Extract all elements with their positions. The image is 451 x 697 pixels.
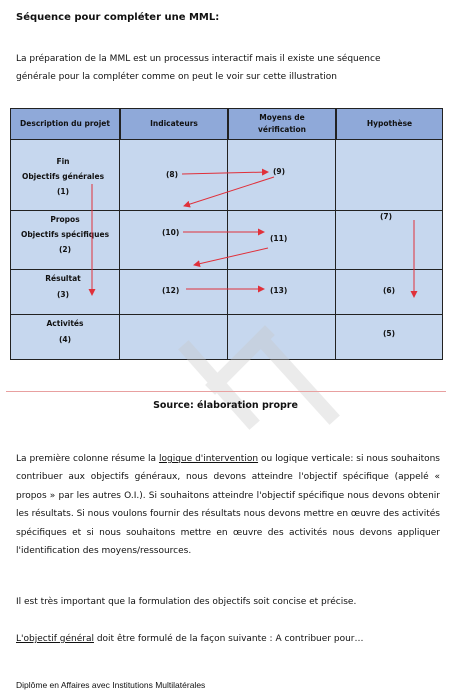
header-hypothese: Hypothèse — [336, 108, 443, 140]
row-label-resultat: Résultat (3) — [45, 274, 81, 299]
step-5: (5) — [383, 329, 396, 338]
step-10: (10) — [162, 228, 180, 237]
row-label-activites: Activités (4) — [46, 319, 84, 344]
objectif-general-term: L'objectif général — [16, 634, 94, 644]
sequence-arrows — [10, 108, 443, 360]
row-label-propos: Propos Objectifs spécifiques (2) — [20, 215, 110, 254]
paragraph-formulation: Il est très important que la formulation des objectifs soit concise et précise. — [16, 597, 357, 607]
intro-line-1: La préparation de la MML est un processus interactif mais il existe une séquence — [16, 54, 381, 64]
link-logique-intervention[interactable]: logique d'intervention — [158, 454, 259, 464]
page-footer: Diplôme en Affaires avec Institutions Multilatérales — [16, 680, 206, 690]
step-7: (7) — [380, 212, 393, 221]
intro-paragraph — [16, 50, 436, 86]
paragraph-logic-start: La première colonne résume la — [16, 454, 159, 464]
paragraph-logic-rest: ou logique verticale: si nous souhaitons contribuer aux objectifs généraux, nous devons atteindre l'objectif spécifique (appelé « propos » par les autres O.I.). Si souhaitons atteindre l'objectif spécifique nous devons obtenir les résultats. Si nous voulons fournir des résultats nous devons mettre en œuvre des activités spécifiques et si nous souhaitons mettre en œuvre des activités nous devons appliquer l'identification des moyens/ressources. — [16, 454, 441, 557]
figure-source: Source: élaboration propre — [153, 400, 298, 411]
arrow-11-to-12 — [194, 248, 268, 265]
mml-table — [10, 108, 443, 360]
arrow-9-to-10 — [184, 177, 274, 206]
paragraph-objectif-general — [16, 634, 364, 644]
header-description: Description du projet — [10, 108, 120, 140]
step-6: (6) — [383, 286, 396, 295]
step-9: (9) — [273, 167, 286, 176]
section-heading: Séquence pour compléter une MML: — [16, 12, 220, 23]
header-moyens: Moyens de vérification — [228, 108, 336, 140]
step-11: (11) — [270, 234, 288, 243]
separator-line — [6, 391, 446, 392]
row-label-fin: Fin Objectifs générales (1) — [21, 157, 105, 196]
step-8: (8) — [166, 170, 179, 179]
intro-line-2: générale pour la compléter comme on peut le voir sur cette illustration — [16, 72, 337, 82]
objectif-general-rest: doit être formulé de la façon suivante : A contribuer pour… — [93, 634, 364, 644]
step-12: (12) — [162, 286, 180, 295]
paragraph-logic — [16, 450, 440, 560]
arrow-8-to-9 — [182, 172, 268, 174]
header-indicateurs: Indicateurs — [120, 108, 228, 140]
step-13: (13) — [270, 286, 288, 295]
